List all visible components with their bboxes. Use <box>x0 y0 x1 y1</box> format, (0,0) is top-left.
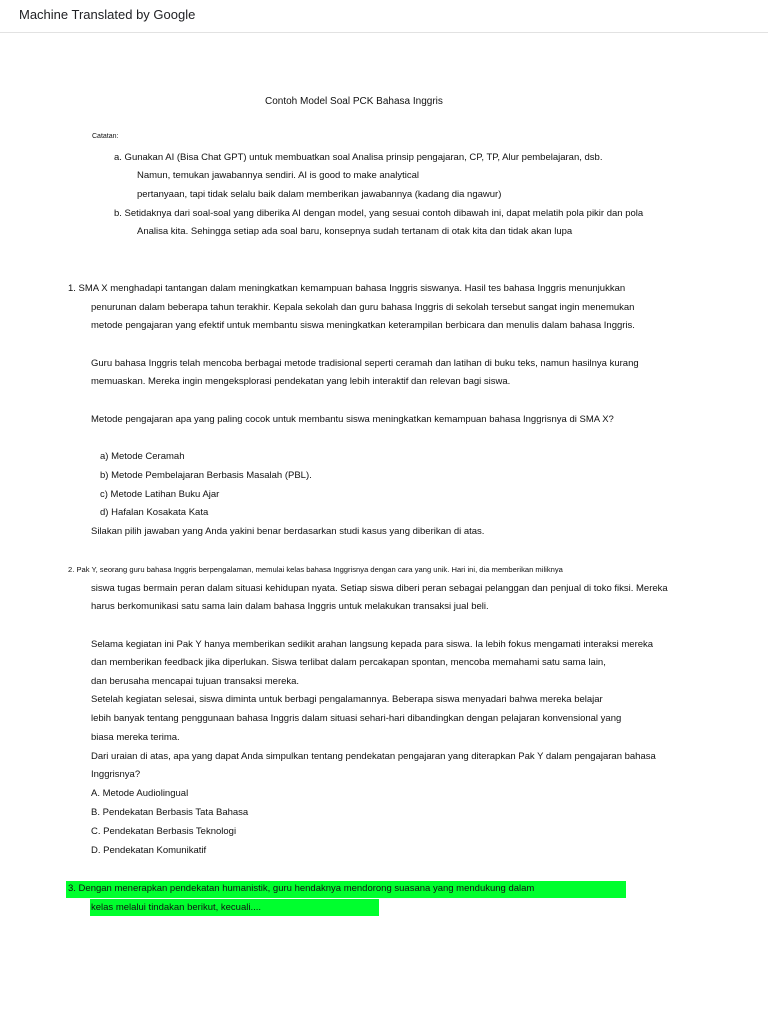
q2-line: lebih banyak tentang penggunaan bahasa Inggris dalam situasi sehari-hari dibandingkan dengan pelajaran konvensional yang <box>91 713 622 724</box>
q1-line: metode pengajaran yang efektif untuk membantu siswa meningkatkan keterampilan berbicara dan menulis dalam bahasa Inggris. <box>91 320 635 331</box>
q1-line: penurunan dalam beberapa tahun terakhir. Kepala sekolah dan guru bahasa Inggris di sekolah tersebut sangat ingin menemukan <box>91 302 635 313</box>
q2-line: Selama kegiatan ini Pak Y hanya memberikan sedikit arahan langsung kepada para siswa. Ia lebih fokus mengamati interaksi mereka <box>91 639 654 650</box>
q2-option: C. Pendekatan Berbasis Teknologi <box>91 826 237 837</box>
q2-option: A. Metode Audiolingual <box>91 788 189 799</box>
translation-banner <box>0 0 768 33</box>
note-line: b. Setidaknya dari soal-soal yang diberika AI dengan model, yang sesuai contoh dibawah ini, dapat melatih pola pikir dan pola <box>114 208 644 219</box>
note-line: Analisa kita. Sehingga setiap ada soal baru, konsepnya sudah tertanam di otak kita dan tidak akan lupa <box>137 226 573 237</box>
q2-line: biasa mereka terima. <box>91 732 180 743</box>
q1-option: c) Metode Latihan Buku Ajar <box>100 489 220 500</box>
q1-closing: Silakan pilih jawaban yang Anda yakini benar berdasarkan studi kasus yang diberikan di atas. <box>91 526 485 537</box>
q2-line: harus berkomunikasi satu sama lain dalam bahasa Inggris untuk melakukan transaksi jual beli. <box>91 601 489 612</box>
q2-line: dan berusaha mencapai tujuan transaksi mereka. <box>91 676 300 687</box>
q1-line: memuaskan. Mereka ingin mengeksplorasi pendekatan yang lebih interaktif dan relevan bagi siswa. <box>91 376 511 387</box>
q1-line: 1. SMA X menghadapi tantangan dalam meningkatkan kemampuan bahasa Inggris siswanya. Hasil tes bahasa Inggris menunjukkan <box>68 283 626 294</box>
banner-label: Machine Translated by Google <box>19 7 196 22</box>
note-line: Namun, temukan jawabannya sendiri. AI is good to make analytical <box>137 170 419 181</box>
q3-line: kelas melalui tindakan berikut, kecuali.... <box>91 902 262 913</box>
q2-question: Dari uraian di atas, apa yang dapat Anda simpulkan tentang pendekatan pengajaran yang diterapkan Pak Y dalam pengajaran bahasa <box>91 751 656 762</box>
doc-title: Contoh Model Soal PCK Bahasa Inggris <box>265 96 443 107</box>
q2-line: siswa tugas bermain peran dalam situasi kehidupan nyata. Setiap siswa diberi peran sebagai pelanggan dan penjual di toko fiksi. Mereka <box>91 583 668 594</box>
q2-first-line: 2. Pak Y, seorang guru bahasa Inggris berpengalaman, memulai kelas bahasa Inggrisnya dengan cara yang unik. Hari ini, dia memberikan miliknya <box>68 565 563 574</box>
q2-line: dan memberikan feedback jika diperlukan. Siswa terlibat dalam percakapan spontan, mencoba memahami satu sama lain, <box>91 657 606 668</box>
q2-question: Inggrisnya? <box>91 769 141 780</box>
q2-line: Setelah kegiatan selesai, siswa diminta untuk berbagi pengalamannya. Beberapa siswa menyadari bahwa mereka belajar <box>91 694 603 705</box>
notes-heading: Catatan: <box>92 133 119 140</box>
note-line: pertanyaan, tapi tidak selalu baik dalam memberikan jawabannya (kadang dia ngawur) <box>137 189 502 200</box>
q1-option: d) Hafalan Kosakata Kata <box>100 507 209 518</box>
q2-option: B. Pendekatan Berbasis Tata Bahasa <box>91 807 249 818</box>
q1-line: Guru bahasa Inggris telah mencoba berbagai metode tradisional seperti ceramah dan latihan di buku teks, namun hasilnya kurang <box>91 358 639 369</box>
q2-option: D. Pendekatan Komunikatif <box>91 845 207 856</box>
q3-line: 3. Dengan menerapkan pendekatan humanistik, guru hendaknya mendorong suasana yang mendukung dalam <box>68 883 535 894</box>
q1-question: Metode pengajaran apa yang paling cocok untuk membantu siswa meningkatkan kemampuan bahasa Inggrisnya di SMA X? <box>91 414 614 425</box>
q1-option: a) Metode Ceramah <box>100 451 185 462</box>
note-line: a. Gunakan AI (Bisa Chat GPT) untuk membuatkan soal Analisa prinsip pengajaran, CP, TP, Alur pembelajaran, dsb. <box>114 152 603 163</box>
q1-option: b) Metode Pembelajaran Berbasis Masalah (PBL). <box>100 470 312 481</box>
